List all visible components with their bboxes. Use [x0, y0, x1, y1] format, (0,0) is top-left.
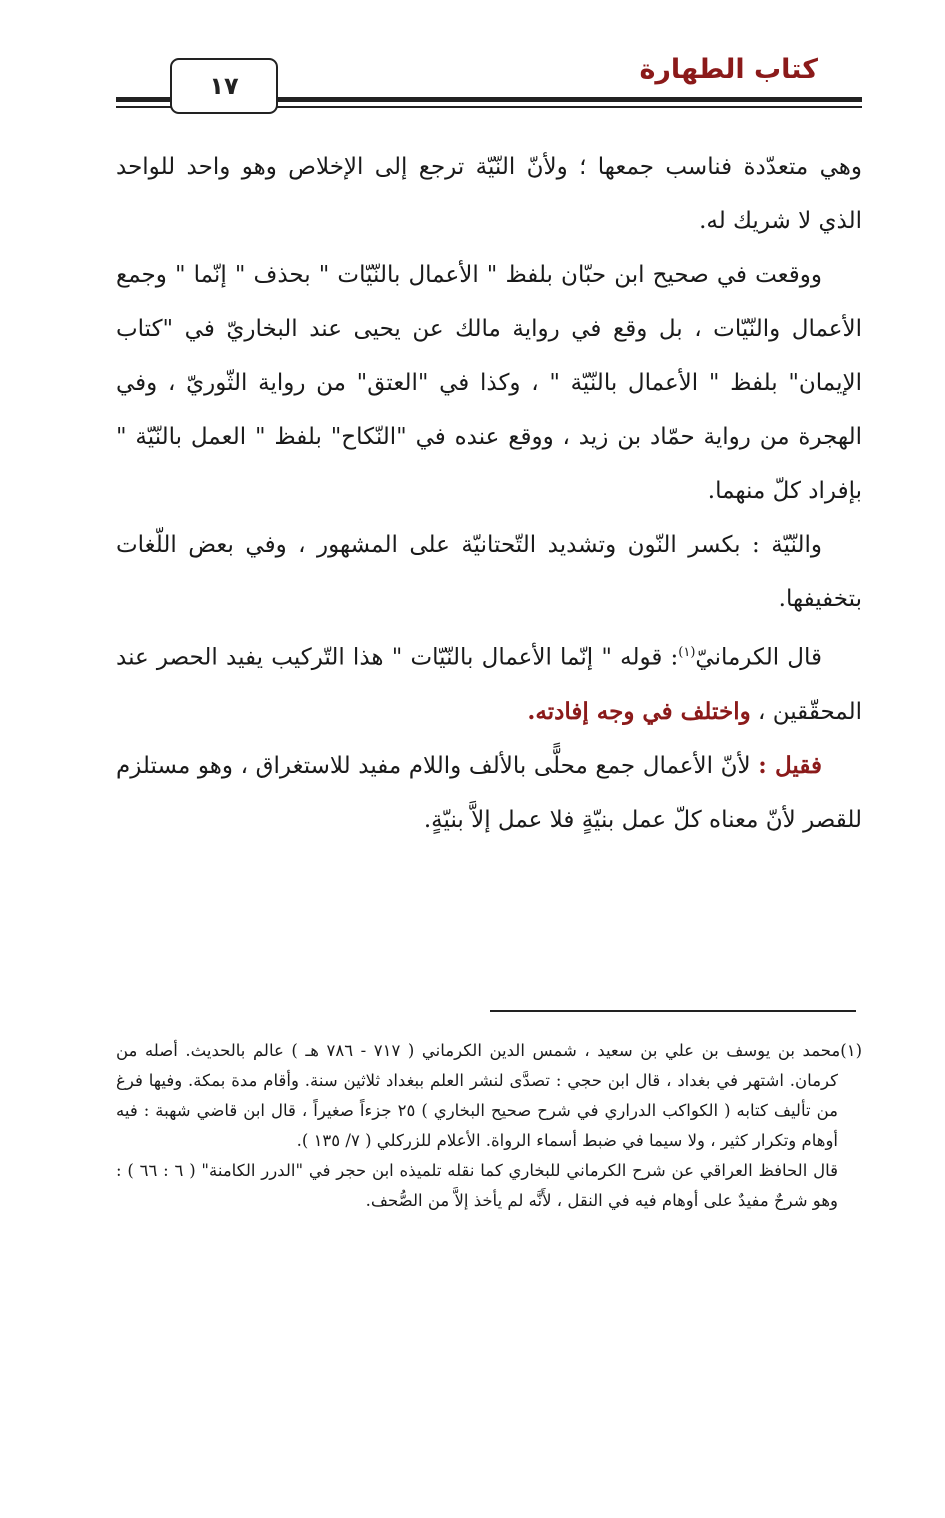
footnotes	[116, 1036, 862, 1216]
paragraph-5-text: لأنّ الأعمال جمع محلًّى بالألف واللام مفيد للاستغراق ، وهو مستلزم للقصر لأنّ معناه كلّ عمل بنيّةٍ فلا عمل إلاَّ بنيّةٍ.	[116, 752, 862, 833]
paragraph-5	[116, 739, 862, 847]
highlighted-phrase: واختلف في وجه إفادته.	[527, 697, 751, 725]
paragraph-3: والنّيّة : بكسر النّون وتشديد التّحتانيّة على المشهور ، وفي بعض اللّغات بتخفيفها.	[116, 532, 862, 612]
paragraph-1: وهي متعدّدة فناسب جمعها ؛ ولأنّ النّيّة ترجع إلى الإخلاص وهو واحد للواحد الذي لا شريك له.	[116, 154, 862, 234]
highlighted-label: فقيل :	[758, 751, 822, 779]
footnote-reference[interactable]: (١)	[678, 645, 696, 660]
footnote-separator	[490, 1010, 856, 1012]
paragraph-2: ووقعت في صحيح ابن حبّان بلفظ " الأعمال بالنّيّات " بحذف " إنّما " وجمع الأعمال والنّيّات ، بل وقع في رواية مالك عن يحيى عند البخاريّ في "كتاب الإيمان" بلفظ " الأعمال بالنّيّة " ، وكذا في "العتق" من رواية الثّوريّ ، وفي الهجرة من رواية حمّاد بن زيد ، ووقع عنده في "النّكاح" بلفظ " العمل بالنّيّة " بإفراد كلّ منهما.	[116, 262, 862, 504]
paragraph-4-lead: قال الكرمانيّ	[695, 644, 822, 671]
page-number: ١٧	[170, 58, 278, 114]
footnote-1-continuation: قال الحافظ العراقي عن شرح الكرماني للبخاري كما نقله تلميذه ابن حجر في "الدرر الكامنة" ( ٦ : ٦٦ ) : وهو شرحٌ مفيدٌ على أوهام فيه في النقل ، لأَنَّه لم يأخذ إلاَّ من الصُّحف.	[116, 1161, 838, 1210]
main-text	[116, 140, 862, 847]
chapter-title: كتاب الطهارة	[639, 54, 818, 85]
paragraph-4-text: : قوله " إنّما الأعمال بالنّيّات " هذا التّركيب يفيد الحصر عند المحقّقين ،	[116, 644, 862, 725]
paragraph-4	[116, 626, 862, 739]
footnote-1: (١)محمد بن يوسف بن علي بن سعيد ، شمس الدين الكرماني ( ٧١٧ - ٧٨٦ هـ ) عالم بالحديث. أصله من كرمان. اشتهر في بغداد ، قال ابن حجي : تصدَّى لنشر العلم ببغداد ثلاثين سنة. وأقام مدة بمكة. وفيها فرغ من تأليف كتابه ( الكواكب الدراري في شرح صحيح البخاري ) ٢٥ جزءاً صغيراً ، قال ابن قاضي شهبة : فيه أوهام وتكرار كثير ، ولا سيما في ضبط أسماء الرواة. الأعلام للزركلي ( ٧/ ١٣٥ ).	[116, 1041, 862, 1150]
page-header	[116, 52, 862, 112]
